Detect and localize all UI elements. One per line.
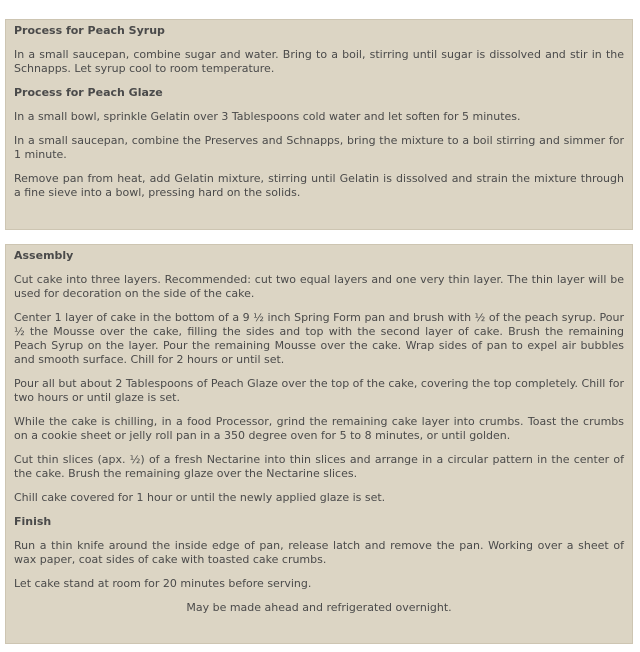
- glaze-paragraph-1: In a small bowl, sprinkle Gelatin over 3 Tablespoons cold water and let soften for 5 minutes.: [14, 110, 521, 123]
- syrup-paragraph: In a small saucepan, combine sugar and water. Bring to a boil, stirring until sugar is dissolved and stir in the Schnapps. Let syrup cool to room temperature.: [14, 48, 624, 75]
- assembly-paragraph-1: Cut cake into three layers. Recommended: cut two equal layers and one very thin layer. The thin layer will be used for decoration on the side of the cake.: [14, 273, 624, 300]
- finish-paragraph-2: Let cake stand at room for 20 minutes before serving.: [14, 577, 312, 590]
- assembly-paragraph-3: Pour all but about 2 Tablespoons of Peach Glaze over the top of the cake, covering the top completely. Chill for two hours or until glaze is set.: [14, 377, 624, 404]
- assembly-paragraph-5: Cut thin slices (apx. ½) of a fresh Nectarine into thin slices and arrange in a circular pattern in the center of the cake. Brush the remaining glaze over the Nectarine slices.: [14, 453, 624, 480]
- syrup-glaze-panel: [5, 19, 633, 230]
- glaze-heading: Process for Peach Glaze: [14, 86, 163, 99]
- make-ahead-note: May be made ahead and refrigerated overnight.: [186, 601, 452, 614]
- glaze-paragraph-2: In a small saucepan, combine the Preserves and Schnapps, bring the mixture to a boil stirring and simmer for 1 minute.: [14, 134, 624, 161]
- syrup-heading: Process for Peach Syrup: [14, 24, 165, 37]
- finish-heading: Finish: [14, 515, 52, 528]
- assembly-heading: Assembly: [14, 249, 74, 262]
- assembly-paragraph-4: While the cake is chilling, in a food Processor, grind the remaining cake layer into crumbs. Toast the crumbs on a cookie sheet or jelly roll pan in a 350 degree oven for 5 to 8 minutes, or until golden.: [14, 415, 624, 442]
- assembly-finish-panel: [5, 244, 633, 644]
- assembly-paragraph-2: Center 1 layer of cake in the bottom of a 9 ½ inch Spring Form pan and brush with ½ of the peach syrup. Pour ½ the Mousse over the cake, filling the sides and top with the second layer of cake. Brush the remaining Peach Syrup on the layer. Pour the remaining Mousse over the cake. Wrap sides of pan to expel air bubbles and smooth surface. Chill for 2 hours or until set.: [14, 311, 624, 366]
- assembly-paragraph-6: Chill cake covered for 1 hour or until the newly applied glaze is set.: [14, 491, 386, 504]
- finish-paragraph-1: Run a thin knife around the inside edge of pan, release latch and remove the pan. Working over a sheet of wax paper, coat sides of cake with toasted cake crumbs.: [14, 539, 624, 566]
- glaze-paragraph-3: Remove pan from heat, add Gelatin mixture, stirring until Gelatin is dissolved and strain the mixture through a fine sieve into a bowl, pressing hard on the solids.: [14, 172, 624, 199]
